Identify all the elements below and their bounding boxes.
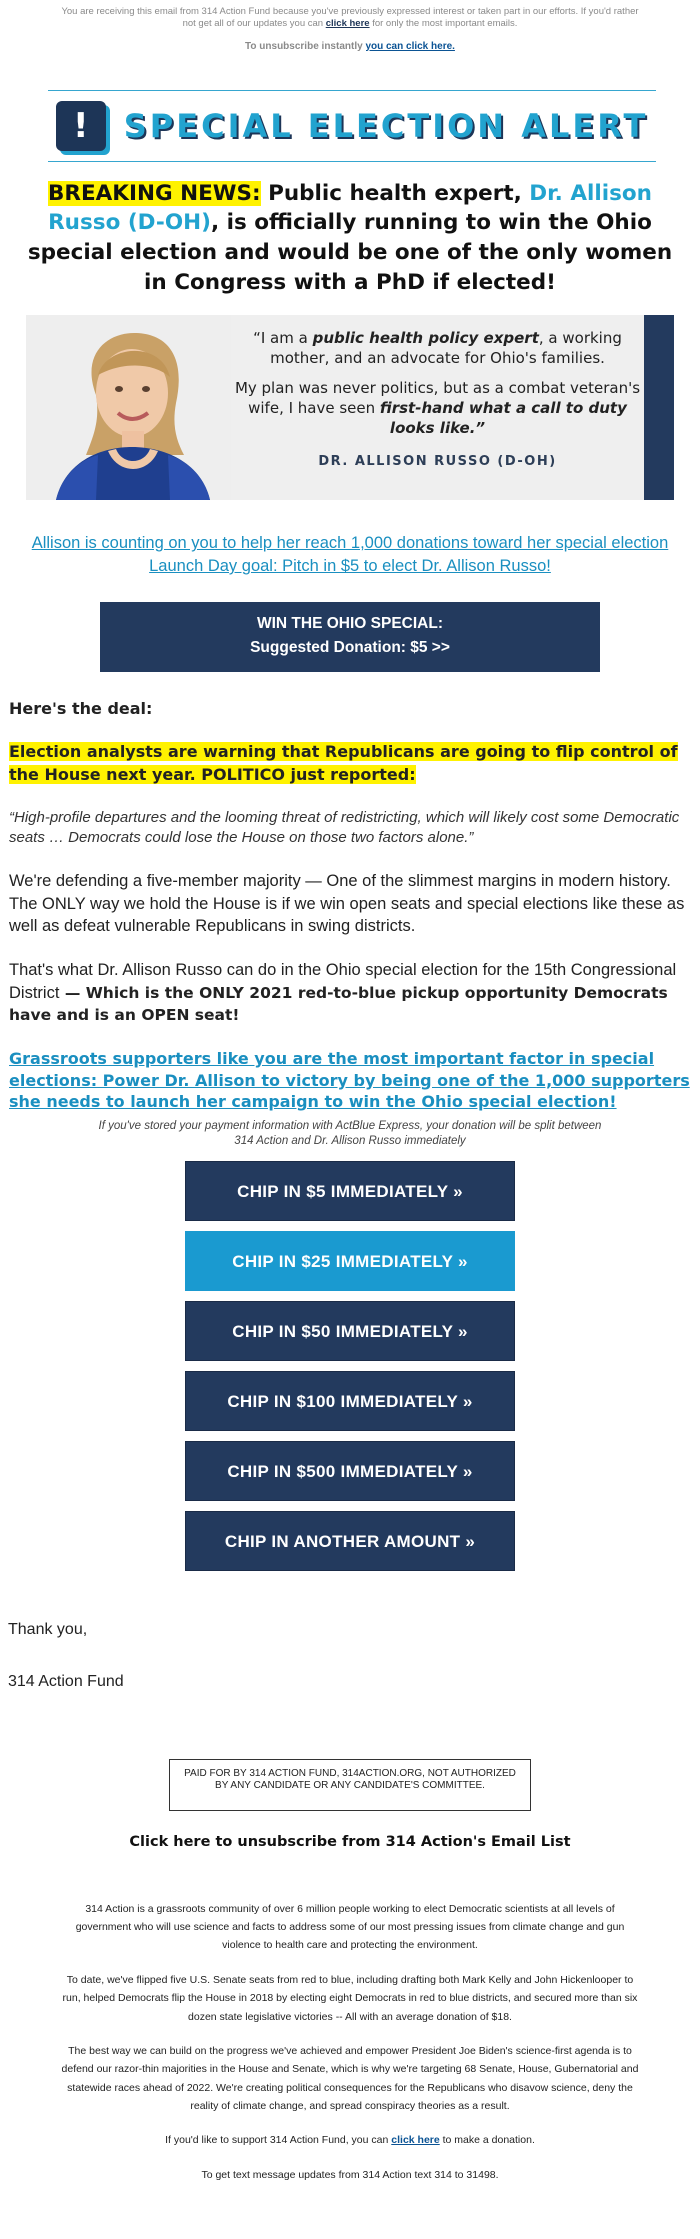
- footer-support-after: to make a donation.: [439, 2134, 535, 2147]
- politico-quote: “High-profile departures and the looming threat of redistricting, which will likely cost some Democratic seats … Democrats could lose the House on those two factors alone.”: [9, 808, 680, 847]
- chip-in-500-button[interactable]: CHIP IN $500 IMMEDIATELY »: [185, 1441, 515, 1501]
- win-box-line2: Suggested Donation: $5 >>: [250, 638, 450, 656]
- deal-heading: Here's the deal:: [9, 698, 153, 718]
- footer-record: To date, we've flipped five U.S. Senate seats from red to blue, including drafting both Mark Kelly and John Hickenlooper to run, helped Democrats flip the House in 2018 by electing eight Democrats in red to blue districts, and secured more than six dozen state legislative victories -- All with an average donation of $18.: [62, 1973, 638, 2023]
- exclamation-icon: !: [56, 101, 106, 151]
- unsubscribe-list-link[interactable]: Click here to unsubscribe from 314 Action's Email List: [129, 1833, 571, 1850]
- candidate-portrait-image: [26, 315, 231, 500]
- quote-text: , a working mother, and an advocate for Ohio's families.: [270, 329, 622, 368]
- special-election-alert-banner: [48, 90, 656, 162]
- quote-signature: DR. ALLISON RUSSO (D-OH): [318, 454, 557, 470]
- russo-paragraph: [9, 959, 691, 1026]
- quote-text: My plan was never politics, but as a combat veteran's wife, I have seen: [234, 378, 641, 417]
- quote-text: “I am a: [253, 329, 313, 348]
- candidate-quote: [231, 329, 644, 469]
- breaking-news-headline: [0, 179, 700, 298]
- chip-in-25-button[interactable]: CHIP IN $25 IMMEDIATELY »: [185, 1231, 515, 1291]
- breaking-part2: , is officially running to win the Ohio special election and would be one of the only women in Congress with a PhD if elected!: [27, 210, 673, 295]
- footer-about: 314 Action is a grassroots community of over 6 million people working to elect Democratic scientists at all levels of government who will use science and facts to address some of our most pressing issues from climate change and gun violence to health care and protecting the environment.: [75, 1902, 625, 1952]
- preheader-click-here-link[interactable]: click here: [325, 18, 370, 30]
- unsubscribe-instantly: [0, 41, 700, 52]
- quote-paragraph-2: [231, 379, 644, 438]
- unsubscribe-instantly-link[interactable]: you can click here.: [365, 40, 455, 52]
- banner-side-stripe: [644, 315, 674, 500]
- russo-emphasis: — Which is the ONLY 2021 red-to-blue pickup opportunity Democrats have and is an OPEN seat!: [9, 983, 668, 1024]
- paid-for-disclaimer: PAID FOR BY 314 ACTION FUND, 314ACTION.ORG, NOT AUTHORIZED BY ANY CANDIDATE OR ANY CANDIDATE'S COMMITTEE.: [169, 1759, 531, 1811]
- analysts-highlight: Election analysts are warning that Republicans are going to flip control of the House next year. POLITICO just reported:: [9, 742, 678, 784]
- footer-text-updates: To get text message updates from 314 Action text 314 to 31498.: [201, 2168, 499, 2181]
- signoff: [0, 1621, 700, 1691]
- chip-in-5-button[interactable]: CHIP IN $5 IMMEDIATELY »: [185, 1161, 515, 1221]
- quote-emphasis: first-hand what a call to duty looks like.”: [379, 398, 627, 437]
- alert-title: SPECIAL ELECTION ALERT: [123, 106, 649, 145]
- footer-support-text: If you'd like to support 314 Action Fund, you can: [165, 2134, 392, 2147]
- chip-in-other-button[interactable]: CHIP IN ANOTHER AMOUNT »: [185, 1511, 515, 1571]
- chip-in-50-button[interactable]: CHIP IN $50 IMMEDIATELY »: [185, 1301, 515, 1361]
- email-body: [0, 698, 700, 1113]
- breaking-part1: Public health expert,: [260, 180, 530, 206]
- donation-goal-link[interactable]: Allison is counting on you to help her reach 1,000 donations toward her special election Launch Day goal: Pitch in $5 to elect Dr. Allison Russo!: [31, 534, 669, 576]
- analysts-paragraph: [9, 741, 691, 786]
- donation-buttons: [0, 1161, 700, 1571]
- win-box-line1: WIN THE OHIO SPECIAL:: [257, 614, 443, 632]
- actblue-note: If you've stored your payment information with ActBlue Express, your donation will be split between 314 Action and Dr. Allison Russo immediately: [98, 1119, 602, 1147]
- thank-you: Thank you,: [8, 1620, 88, 1638]
- preheader: [0, 0, 700, 31]
- win-ohio-special-button[interactable]: [100, 602, 600, 672]
- signoff-org: 314 Action Fund: [8, 1672, 124, 1690]
- footer-plan: The best way we can build on the progress we've achieved and empower President Joe Biden's science-first agenda is to defend our razor-thin majorities in the House and Senate, which is why we're targeting 68 Senate, House, Gubernatorial and statewide races ahead of 2022. We're creating political consequences for the Republicans who disavow science, deny the reality of climate change, and spread conspiracy theories as a result.: [61, 2044, 639, 2113]
- candidate-portrait: [26, 315, 231, 500]
- preheader-text-after: for only the most important emails.: [369, 18, 518, 30]
- majority-paragraph: We're defending a five-member majority — One of the slimmest margins in modern history. The ONLY way we hold the House is if we win open seats and special elections like these as well as defeat vulnerable Republicans in swing districts.: [9, 872, 685, 935]
- preheader-text: You are receiving this email from 314 Action Fund because you've previously expressed interest or taken part in our efforts. If you'd rather not get all of our updates you can: [61, 6, 639, 30]
- quote-paragraph-1: [231, 329, 644, 369]
- breaking-news-label: BREAKING NEWS:: [48, 180, 261, 206]
- grassroots-link[interactable]: Grassroots supporters like you are the most important factor in special elections: Power Dr. Allison to victory by being one of the 1,000 supporters she needs to launch her campaign to win the Ohio special election!: [9, 1049, 690, 1112]
- russo-text: That's what Dr. Allison Russo can do in the Ohio special election for the 15th Congressional District: [9, 961, 677, 1002]
- footer-support: [60, 2131, 640, 2149]
- quote-emphasis: public health policy expert: [312, 329, 539, 348]
- candidate-name: Dr. Allison Russo (D-OH): [48, 180, 652, 236]
- candidate-quote-banner[interactable]: [26, 315, 674, 500]
- chip-in-100-button[interactable]: CHIP IN $100 IMMEDIATELY »: [185, 1371, 515, 1431]
- footer-donate-link[interactable]: click here: [391, 2134, 440, 2147]
- unsubscribe-instantly-text: To unsubscribe instantly: [245, 40, 366, 52]
- footer: [0, 1900, 700, 2185]
